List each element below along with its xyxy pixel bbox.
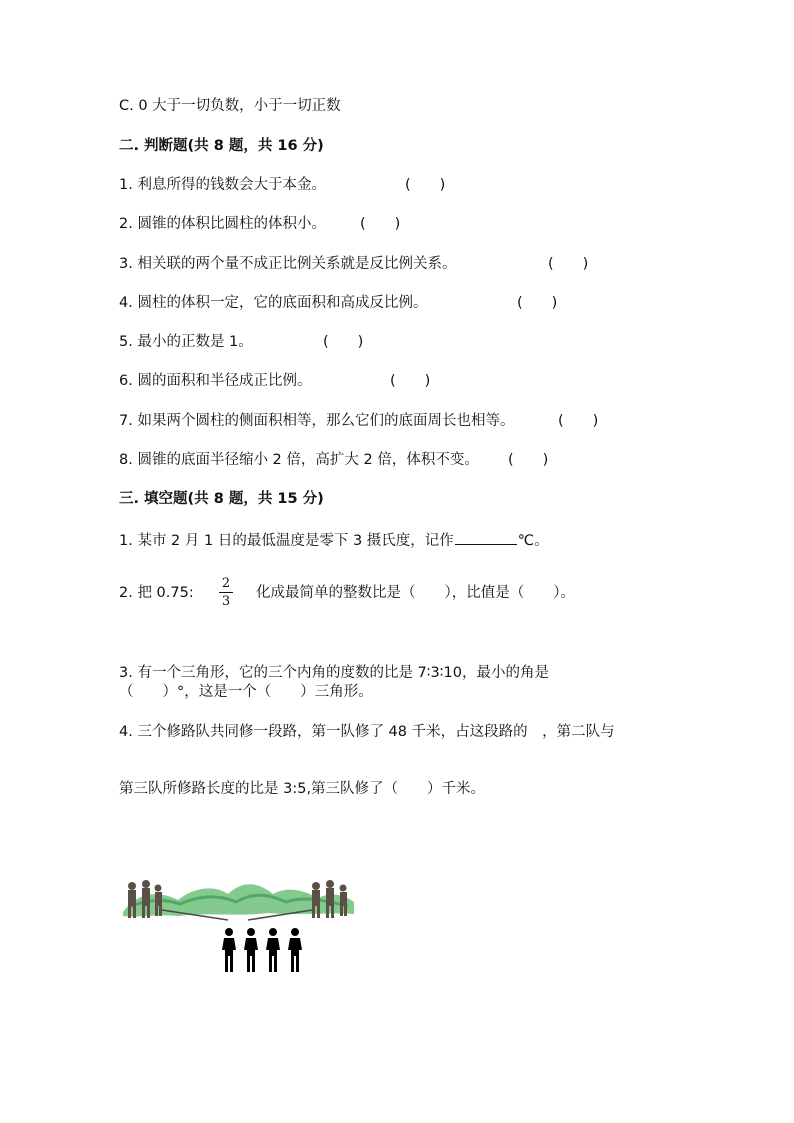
fraction-bar — [219, 592, 233, 593]
section-title-fill-blank: 三. 填空题(共 8 题，共 15 分) — [119, 491, 324, 507]
option-c: C. 0 大于一切负数，小于一切正数 — [119, 98, 341, 114]
fill-item-1 — [119, 530, 549, 551]
answer-paren-8[interactable]: ( ) — [508, 452, 549, 468]
road-workers-illustration — [118, 872, 358, 977]
judgment-item-8: 8. 圆锥的底面半径缩小 2 倍，高扩大 2 倍，体积不变。 — [119, 452, 479, 468]
answer-paren-5[interactable]: ( ) — [323, 334, 364, 350]
fill-item-3-line2: （ ）°，这是一个（ ）三角形。 — [119, 684, 373, 700]
left-workers-icon — [128, 880, 162, 918]
answer-paren-4[interactable]: ( ) — [517, 295, 558, 311]
answer-paren-7[interactable]: ( ) — [558, 413, 599, 429]
judgment-item-7: 7. 如果两个圆柱的侧面积相等，那么它们的底面周长也相等。 — [119, 413, 515, 429]
fraction-numerator: 2 — [221, 576, 231, 591]
judgment-item-3: 3. 相关联的两个量不成正比例关系就是反比例关系。 — [119, 256, 457, 272]
fill-item-2-prefix: 2. 把 0.75: — [119, 585, 194, 601]
fill-item-1-text: 1. 某市 2 月 1 日的最低温度是零下 3 摄氏度，记作 — [119, 533, 454, 549]
answer-blank-1[interactable] — [455, 530, 517, 545]
fill-item-3-line1: 3. 有一个三角形，它的三个内角的度数的比是 7∶3∶10，最小的角是 — [119, 665, 549, 681]
four-workers-silhouette-icon — [222, 928, 302, 972]
judgment-item-4: 4. 圆柱的体积一定，它的底面积和高成反比例。 — [119, 295, 428, 311]
judgment-item-2: 2. 圆锥的体积比圆柱的体积小。 — [119, 216, 326, 232]
fill-item-1-unit: ℃。 — [517, 533, 549, 549]
fill-item-2-suffix: 化成最简单的整数比是（ ），比值是（ ）。 — [256, 585, 575, 601]
fill-item-4-line2: 第三队所修路长度的比是 3:5,第三队修了（ ）千米。 — [119, 781, 486, 797]
fill-item-4-line1: 4. 三个修路队共同修一段路，第一队修了 48 千米，占这段路的 ，第二队与 — [119, 724, 615, 740]
judgment-item-6: 6. 圆的面积和半径成正比例。 — [119, 373, 312, 389]
answer-paren-1[interactable]: ( ) — [405, 177, 446, 193]
answer-paren-2[interactable]: ( ) — [360, 216, 401, 232]
fraction-denominator: 3 — [221, 594, 231, 609]
section-title-judgment: 二. 判断题(共 8 题，共 16 分) — [119, 138, 324, 154]
answer-paren-6[interactable]: ( ) — [390, 373, 431, 389]
fraction-two-thirds — [219, 576, 233, 609]
judgment-item-1: 1. 利息所得的钱数会大于本金。 — [119, 177, 326, 193]
answer-paren-3[interactable]: ( ) — [548, 256, 589, 272]
judgment-item-5: 5. 最小的正数是 1。 — [119, 334, 253, 350]
